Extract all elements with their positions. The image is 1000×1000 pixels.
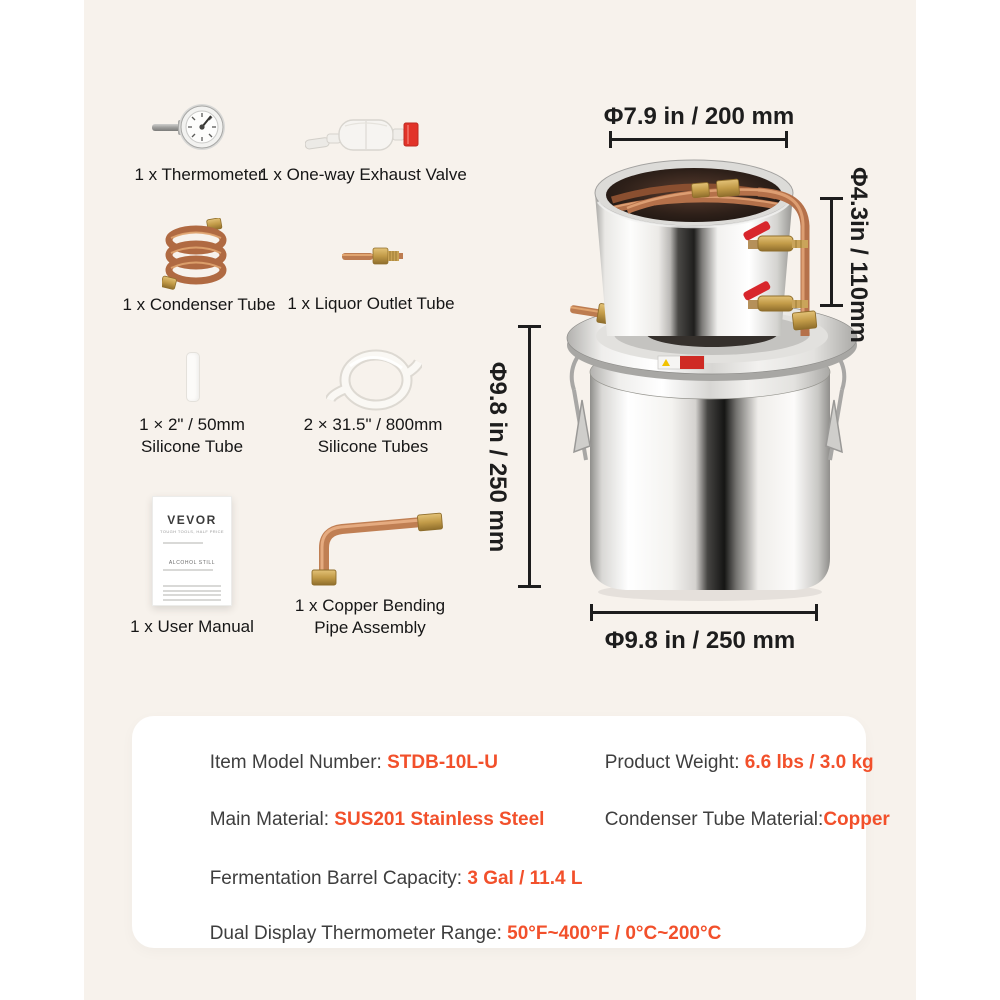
spec-main-material xyxy=(178,787,544,853)
manual-rule xyxy=(163,569,213,571)
dimension-label-bottom-diameter: Φ9.8 in / 250 mm xyxy=(604,627,796,654)
spec-value: 50°F~400°F / 0°C~200°C xyxy=(507,923,722,944)
thermometer-image xyxy=(150,92,250,172)
silicone-tube-50mm-image xyxy=(186,352,200,402)
copper-bending-pipe-image xyxy=(300,512,456,588)
spec-label: Item Model Number: xyxy=(209,752,388,773)
dimension-line-top xyxy=(609,138,788,141)
liquor-outlet-tube-image xyxy=(340,242,404,270)
spec-label: Condenser Tube Material: xyxy=(604,809,824,830)
spec-value: 6.6 lbs / 3.0 kg xyxy=(744,752,874,773)
specifications-card xyxy=(132,716,890,948)
spec-condenser-tube-material xyxy=(573,787,890,853)
kit-item-label-thermometer: 1 x Thermometer xyxy=(134,165,264,184)
manual-brand-subtext: TOUGH TOOLS, HALF PRICE xyxy=(160,529,224,534)
manual-title-text: ALCOHOL STILL xyxy=(168,560,216,566)
one-way-exhaust-valve-image xyxy=(305,112,425,162)
dimension-line-bottom xyxy=(590,611,818,614)
dimension-line-right xyxy=(830,197,833,307)
kit-item-label-condenser-tube: 1 x Condenser Tube xyxy=(122,295,276,314)
spec-value: 3 Gal / 11.4 L xyxy=(467,868,583,889)
silicone-tubes-800mm-image xyxy=(326,336,422,420)
condenser-tube-image xyxy=(162,218,230,292)
dimension-label-upper-pot-height: Φ4.3in / 110mm xyxy=(845,167,872,343)
spec-value: SUS201 Stainless Steel xyxy=(334,809,545,830)
kit-item-label-bending-pipe: 1 x Copper Bending Pipe Assembly xyxy=(294,596,446,637)
manual-paragraph-lines xyxy=(161,585,223,601)
spec-thermometer-range xyxy=(178,901,721,967)
kit-item-label-liquor-outlet: 1 x Liquor Outlet Tube xyxy=(287,294,455,313)
manual-brand-text: VEVOR xyxy=(167,513,217,527)
warning-sticker xyxy=(658,356,704,369)
spec-value: STDB-10L-U xyxy=(387,752,498,773)
dimension-label-barrel-height: Φ9.8 in / 250 mm xyxy=(484,361,511,553)
manual-rule xyxy=(163,542,203,544)
spec-label: Main Material: xyxy=(209,809,335,830)
spec-value: Copper xyxy=(823,809,890,830)
spec-label: Fermentation Barrel Capacity: xyxy=(209,868,468,889)
kit-item-label-user-manual: 1 x User Manual xyxy=(130,617,254,636)
user-manual-image xyxy=(152,496,232,606)
spec-label: Dual Display Thermometer Range: xyxy=(209,923,508,944)
kit-item-label-silicone-800mm: 2 × 31.5" / 800mm Silicone Tubes xyxy=(303,415,443,456)
kit-item-label-silicone-50mm: 1 × 2" / 50mm Silicone Tube xyxy=(139,415,245,456)
dimension-label-top-diameter: Φ7.9 in / 200 mm xyxy=(603,103,795,130)
dimension-line-left xyxy=(528,325,531,588)
kit-item-label-exhaust-valve: 1 x One-way Exhaust Valve xyxy=(259,165,467,184)
spec-label: Product Weight: xyxy=(604,752,745,773)
alcohol-still-product-image xyxy=(552,148,864,616)
